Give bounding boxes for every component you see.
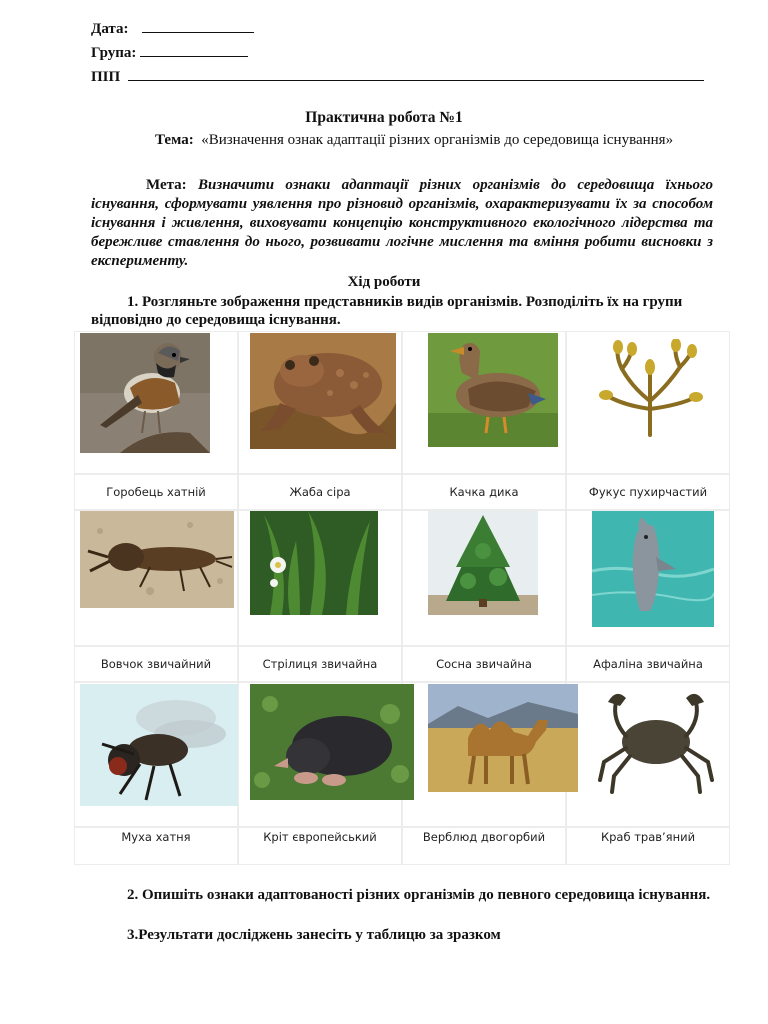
organism-caption: Горобець хатній xyxy=(106,485,206,499)
crab-icon xyxy=(592,684,722,796)
topic-text: «Визначення ознак адаптації різних організмів до середовища існування» xyxy=(201,132,674,148)
fly-icon xyxy=(80,684,238,806)
goal-text: Визначити ознаки адаптації різних організмів до середовища їхнього існування, сформувати уявлення про різновид організмів, охарактеризувати їх за способом існування і живлення, виховувати концепцію конструктивного екологічного лідерства та бережливе ставлення до нього, розвивати логічне мислення та вміння робити висновки з експерименту. xyxy=(91,177,714,269)
organism-caption: Фукус пухирчастий xyxy=(588,485,708,499)
organisms-grid xyxy=(74,331,730,865)
group-blank-line xyxy=(140,42,248,57)
organism-caption: Верблюд двогорбий xyxy=(422,830,546,844)
goal-paragraph xyxy=(91,176,713,271)
organism-caption: Афаліна звичайна xyxy=(593,657,703,671)
camel-icon xyxy=(428,684,578,792)
group-field xyxy=(91,42,248,62)
name-label: ПІП xyxy=(91,69,121,85)
organism-caption: Краб трав’яний xyxy=(600,830,696,844)
organism-caption: Качка дика xyxy=(449,485,519,499)
organism-caption: Кріт європейський xyxy=(263,830,377,844)
mole-cricket-icon xyxy=(80,511,234,608)
organism-caption: Вовчок звичайний xyxy=(100,657,212,671)
goal-label: Мета: xyxy=(146,177,187,193)
task-3: 3.Результати досліджень занесіть у таблицю за зразком xyxy=(127,927,501,943)
name-field xyxy=(91,66,704,86)
mole-icon xyxy=(250,684,414,800)
seaweed-icon xyxy=(592,339,710,437)
duck-icon xyxy=(428,333,558,447)
sparrow-icon xyxy=(80,333,210,453)
toad-icon xyxy=(250,333,396,449)
arrowhead-plant-icon xyxy=(250,511,378,615)
organism-caption: Стрілиця звичайна xyxy=(262,657,378,671)
topic-paragraph xyxy=(91,131,713,150)
date-blank-line xyxy=(142,18,254,33)
group-label: Група: xyxy=(91,45,137,61)
organism-caption: Муха хатня xyxy=(121,830,191,844)
task-1: 1. Розгляньте зображення представників видів організмів. Розподіліть їх на групи відповідно до середовища існування. xyxy=(91,294,683,328)
task-2: 2. Опишіть ознаки адаптованості різних організмів до певного середовища існування. xyxy=(127,887,711,903)
topic-label: Тема: xyxy=(155,132,194,148)
name-blank-line xyxy=(128,66,704,81)
dolphin-icon xyxy=(592,511,714,627)
pine-icon xyxy=(428,511,538,615)
organism-caption: Жаба сіра xyxy=(289,485,351,499)
date-label: Дата: xyxy=(91,21,129,37)
organism-caption: Сосна звичайна xyxy=(436,657,532,671)
procedure-title: Хід роботи xyxy=(347,274,421,290)
page-title: Практична робота №1 xyxy=(305,109,463,126)
date-field xyxy=(91,18,254,38)
